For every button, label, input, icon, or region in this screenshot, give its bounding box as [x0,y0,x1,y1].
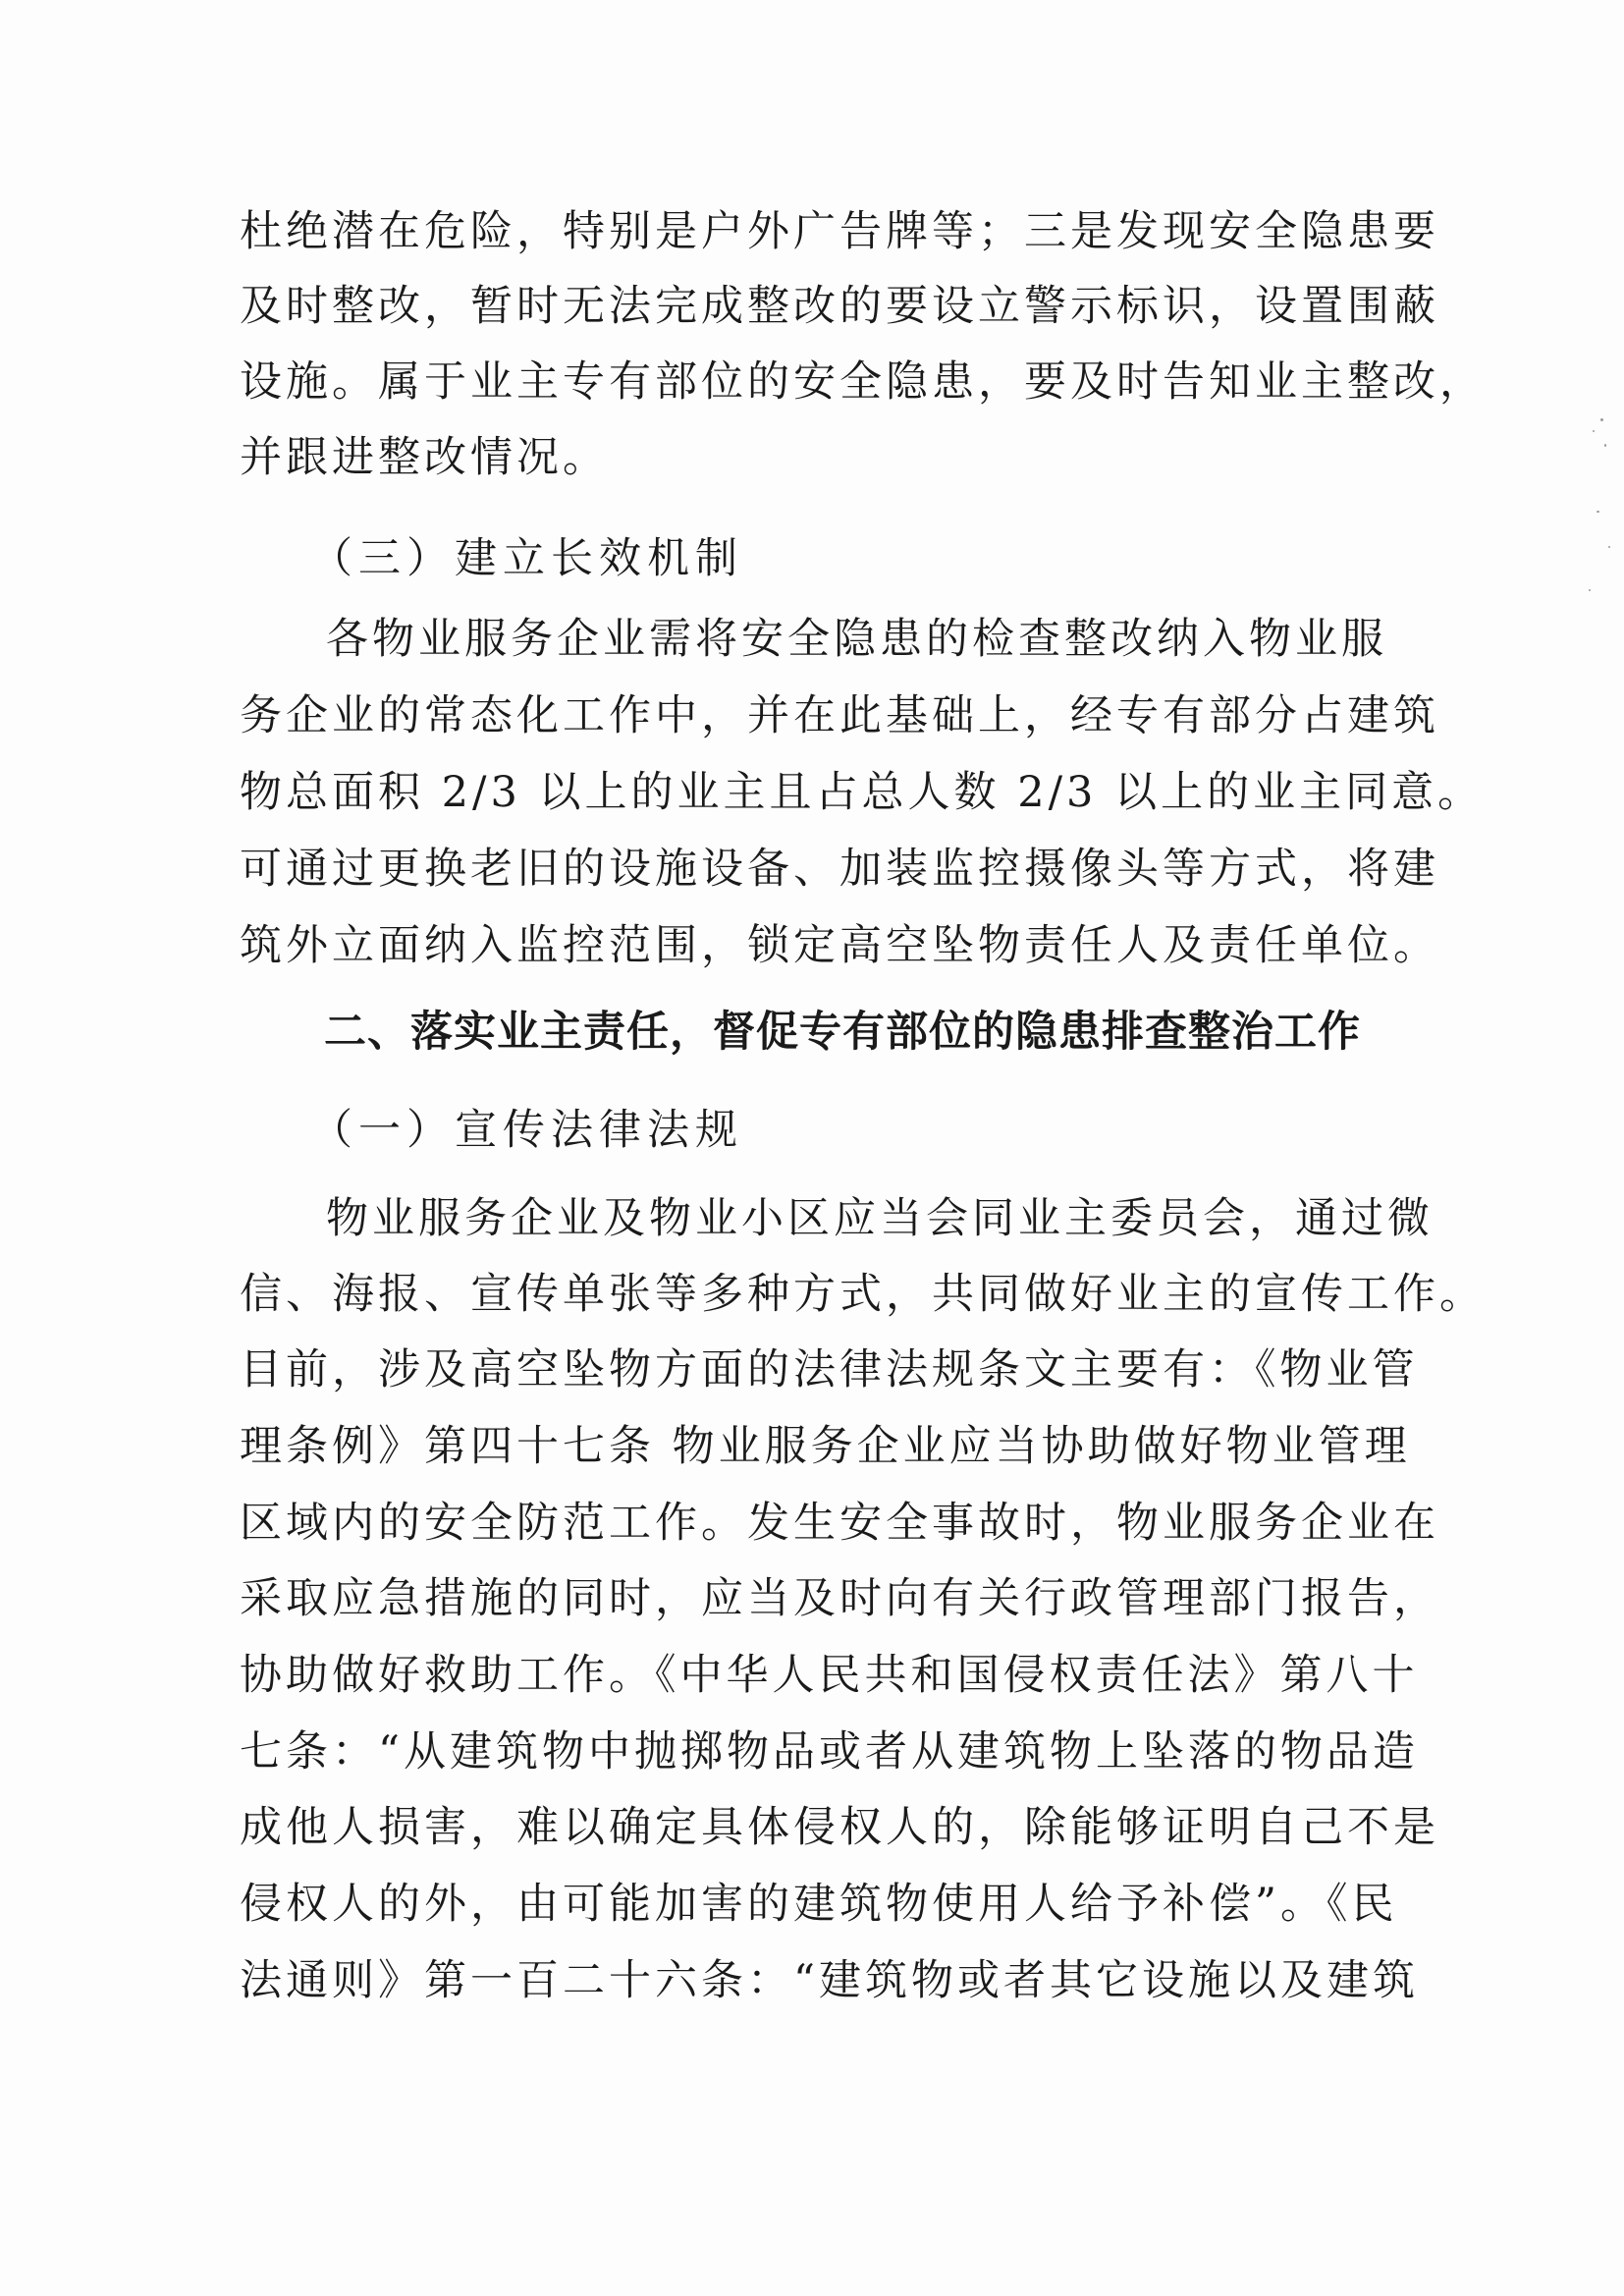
body-line-9: 可通过更换老旧的设施设备、加装监控摄像头等方式，将建 [240,845,1439,894]
body-line-18: 采取应急措施的同时，应当及时向有关行政管理部门报告， [240,1574,1439,1623]
body-line-7: 务企业的常态化工作中，并在此基础上，经专有部分占建筑 [240,691,1439,740]
body-line-1: 杜绝潜在危险，特别是户外广告牌等；三是发现安全隐患要 [240,207,1439,256]
scan-speck [1597,511,1599,513]
body-line-13: 物业服务企业及物业小区应当会同业主委员会，通过微 [326,1194,1434,1243]
scan-speck [1604,444,1606,447]
scan-speck [1600,418,1603,421]
subheading-publicize-laws: （一）宣传法律法规 [310,1106,743,1155]
body-line-15: 目前，涉及高空坠物方面的法律法规条文主要有：《物业管 [240,1345,1419,1394]
body-line-2: 及时整改，暂时无法完成整改的要设立警示标识，设置围蔽 [240,282,1439,331]
scan-speck [1608,546,1610,548]
body-line-10: 筑外立面纳入监控范围，锁定高空坠物责任人及责任单位。 [240,921,1439,970]
section-heading-owner-responsibility: 二、落实业主责任，督促专有部位的隐患排查整治工作 [324,1008,1361,1057]
body-line-6: 各物业服务企业需将安全隐患的检查整改纳入物业服 [326,615,1387,664]
body-line-23: 法通则》第一百二十六条：“建筑物或者其它设施以及建筑 [240,1956,1419,2005]
body-line-20: 七条：“从建筑物中抛掷物品或者从建筑物上坠落的物品造 [240,1727,1419,1777]
body-line-14: 信、海报、宣传单张等多种方式，共同做好业主的宣传工作。 [240,1270,1486,1319]
scan-speck [1593,430,1595,432]
body-line-8: 物总面积 2/3 以上的业主且占总人数 2/3 以上的业主同意。 [240,768,1485,817]
body-line-3: 设施。属于业主专有部位的安全隐患，要及时告知业主整改， [240,357,1486,407]
body-line-4: 并跟进整改情况。 [240,433,609,482]
body-line-19: 协助做好救助工作。《中华人民共和国侵权责任法》第八十 [240,1651,1419,1700]
body-line-22: 侵权人的外，由可能加害的建筑物使用人给予补偿”。《民 [240,1880,1398,1929]
body-line-17: 区域内的安全防范工作。发生安全事故时，物业服务企业在 [240,1499,1439,1548]
body-line-21: 成他人损害，难以确定具体侵权人的，除能够证明自己不是 [240,1803,1439,1852]
subheading-establish-long-term-mechanism: （三）建立长效机制 [310,534,743,583]
scan-speck [1589,589,1591,591]
body-line-16: 理条例》第四十七条 物业服务企业应当协助做好物业管理 [240,1422,1411,1471]
